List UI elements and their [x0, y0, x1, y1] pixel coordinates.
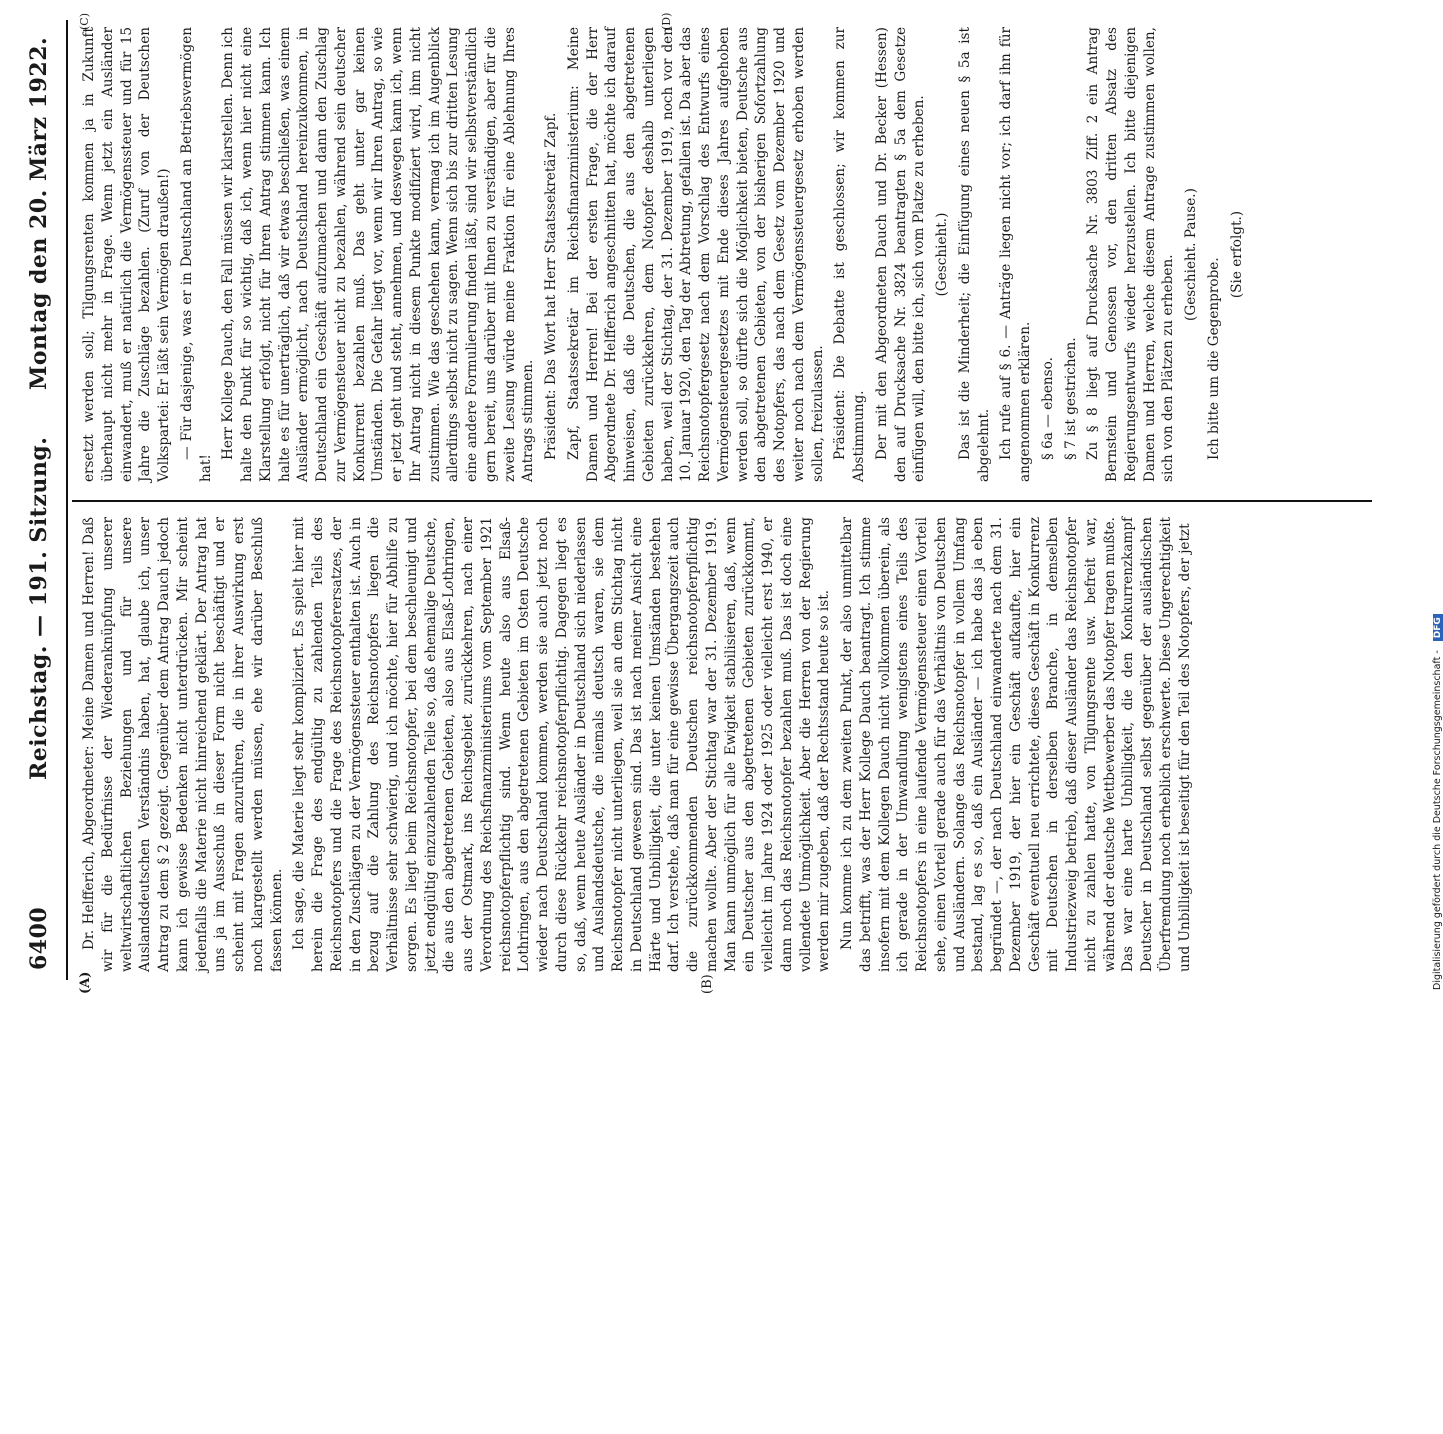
paragraph: Dr. Helfferich, Abgeordneter: Meine Damen und Herren! Daß wir für die Bedürfnisse der Wiederanknüpfung unserer weltwirtschaftlichen Beziehungen und für unsere Auslandsdeutschen Verständnis haben, hat, glaube ich, unser Antrag zu dem § 2 gezeigt. Gegenüber dem Antrag Dauch jedoch kann ich gewisse Bedenken nicht unterdrücken. Mir scheint jedenfalls die Materie nicht hinreichend geklärt. Der Antrag hat uns ja im Ausschuß in dieser Form nicht beschäftigt und er scheint mit Fragen anzurühren, die in ihrer Auswirkung erst noch klargestellt werden müssen, ehe wir darüber Beschluß fassen können.	[81, 517, 285, 972]
stage-direction: (Geschieht. Pause.)	[1183, 188, 1199, 321]
paragraph: Nun komme ich zu dem zweiten Punkt, der also unmittelbar das betrifft, was der Herr Kollege Dauch beantragt. Ich stimme insofern mit dem Kollegen Dauch nicht vollkommen überein, als ich gerade in der Umwandlung wenigstens eines Teils des Reichsnotopfers in eine laufende Vermögenssteuer einen Vorteil sehe, einen Vorteil gerade auch für das Verhältnis von Deutschen und Ausländern. Solange das Reichsnotopfer in vollem Umfang bestand, lag es so, daß ein Ausländer — ich habe das ja eben begründet —, der nach Deutschland einwanderte nach dem 31. Dezember 1919, der hier ein Geschäft aufkaufte, hier ein Geschäft eventuell neu errichtete, dieses Geschäft in Konkurrenz mit Deutschen in derselben Branche, in demselben Industriezweig betrieb, daß dieser Ausländer das Reichsnotopfer nicht zu zahlen hatte, von Tilgungsrente usw. befreit war, während der deutsche Wettbewerber das Notopfer tragen mußte. Das war eine harte Unbilligkeit, die den Konkurrenzkampf Deutscher in Deutschland selbst gegenüber der ausländischen Überfremdung noch erheblich erschwerte. Diese Ungerechtigkeit und Unbilligkeit ist beseitigt für den Teil des Notopfers, der jetzt	[839, 517, 1193, 972]
right-column	[80, 27, 1250, 482]
rotated-page-content	[20, 12, 1390, 994]
paragraph: § 6a — ebenso.	[1039, 357, 1056, 460]
column-divider	[72, 500, 1372, 502]
stage-direction: (Sie erfolgt.)	[1228, 210, 1245, 299]
paragraph: Zapf, Staatssekretär im Reichsfinanzministerium: Meine Damen und Herren! Bei der ersten Frage, die der Herr Abgeordnete Dr. Helfferich angeschnitten hat, möchte ich darauf hinweisen, daß die Deutschen, die aus den abgetretenen Gebieten zurückkehren, dem Notopfer deshalb unterliegen haben, weil der Stichtag, der 31. Dezember 1919, noch vor den 10. Januar 1920, den Tag der Abtretung, gefallen ist. Da aber das Reichsnotopfergesetz nach dem Vorschlag des Entwurfs eines Vermögensteuergesetzes mit Ende dieses Jahres aufgehoben werden soll, so dürfte sich die Möglichkeit bieten, Deutsche aus den abgetretenen Gebieten, von der bisherigen Sofortzahlung des Notopfers, das nach dem Gesetz vom Dezember 1920 und weiter noch nach dem Vermögenssteuergesetz erhoben werden sollen, freizulassen.	[565, 27, 826, 482]
margin-marker-d: (D)	[660, 12, 673, 30]
dfg-logo: DFG	[1433, 614, 1443, 641]
paragraph: Der mit den Abgeordneten Dauch und Dr. Becker (Hessen) den auf Drucksache Nr. 3824 beantragten § 5a dem Gesetze einfügen will, den bitte ich, sich vom Platze zu erheben.	[873, 27, 928, 482]
header-right-title: Montag den 20. März 1922.	[26, 36, 52, 390]
margin-marker-c: (C)	[78, 13, 91, 30]
left-column	[80, 517, 1198, 972]
paragraph: Zu § 8 liegt auf Drucksache Nr. 3803 Ziff. 2 ein Antrag Bernstein und Genossen vor, den dritten Absatz des Regierungsentwurfs wieder herzustellen. Ich bitte diejenigen Damen und Herren, welche diesem Antrage zustimmen wollen, sich von den Plätzen zu erheben.	[1085, 27, 1177, 482]
margin-marker-b: (B)	[700, 974, 715, 994]
paragraph: Das ist die Minderheit; die Einfügung eines neuen § 5a ist abgelehnt.	[956, 27, 992, 482]
dfg-credit	[1432, 10, 1443, 990]
page-number: 6400	[26, 906, 52, 970]
paragraph: Ich bitte um die Gegenprobe.	[1205, 257, 1222, 460]
paragraph: Ich sage, die Materie liegt sehr kompliziert. Es spielt hier mit herein die Frage des endgültig zu zahlenden Teils des Reichsnotopfers und die Frage des Reichsnotopferersatzes, der in den Zuschlägen zu der Vermögenssteuer enthalten ist. Auch in bezug auf die Zahlung des Reichsnotopfers liegen die Verhältnisse sehr schwierig, und ich möchte, hier für Abhilfe zu sorgen. Es liegt beim Reichsnotopfer, bei dem beschleunigt und jetzt endgültig einzuzahlenden Teile so, daß ehemalige Deutsche, die aus den abgetretenen Gebieten, also aus Elsaß-Lothringen, aus der Ostmark, ins Reichsgebiet zurückkehren, nach einer Verordnung des Reichsfinanzministeriums vom September 1921 reichsnotopferpflichtig sind. Wenn heute also aus Elsaß-Lothringen, aus den abgetretenen Gebieten im Osten Deutsche wieder nach Deutschland kommen, werden sie auch jetzt noch durch diese Rückkehr reichsnotopferpflichtig. Dagegen liegt es so, daß, wenn heute Ausländer in Deutschland sich niederlassen und Auslandsdeutsche, die niemals deutsch waren, sie dem Reichsnotopfer nicht unterliegen, weil sie an dem Stichtag nicht in Deutschland gewesen sind. Das ist nach meiner Ansicht eine Härte und Unbilligkeit, die unter keinen Umständen bestehen darf. Ich verstehe, daß man für eine gewisse Übergangszeit auch die zurückkommenden Deutschen reichsnotopferpflichtig machen wollte. Aber der Stichtag war der 31. Dezember 1919. Man kann unmöglich für alle Ewigkeit stabilisieren, daß, wenn ein Deutscher aus den abgetretenen Gebieten zurückkommt, vielleicht im Jahre 1924 oder 1925 oder vielleicht erst 1940, er dann noch das Reichsnotopfer bezahlen muß. Das ist doch eine vollendete Unmöglichkeit. Aber die Herren von der Regierung werden mir zugeben, daß der Rechtsstand heute so ist.	[291, 517, 833, 972]
stage-direction: (Geschieht.)	[934, 212, 950, 297]
paragraph: Herr Kollege Dauch, den Fall müssen wir klarstellen. Denn ich halte den Punkt für so wichtig, daß ich, wenn hier nicht eine Klarstellung erfolgt, nicht für Ihren Antrag stimmen kann. Ich halte es für unerträglich, daß wir etwas beschließen, was einem Ausländer ermöglicht, nach Deutschland hereinzukommen, in Deutschland ein Geschäft aufzumachen und dann den Zuschlag zur Vermögensteuer nicht zu bezahlen, während sein deutscher Konkurrent bezahlen muß. Das geht unter gar keinen Umständen. Die Gefahr liegt vor, wenn wir Ihren Antrag, so wie er jetzt geht und steht, annehmen, und deswegen kann ich, wenn Ihr Antrag nicht in diesem Punkte modifiziert wird, ihm nicht zustimmen. Wie das geschehen kann, vermag ich im Augenblick allerdings selbst nicht zu sagen. Wenn sich bis zur dritten Lesung eine andere Formulierung finden läßt, sind wir selbstverständlich gern bereit, uns darüber mit Ihnen zu verständigen, aber für die zweite Lesung würde meine Fraktion für eine Ablehnung Ihres Antrags stimmen.	[220, 27, 537, 482]
paragraph: ersetzt werden soll; Tilgungsrenten kommen ja in Zukunft überhaupt nicht mehr in Frage. Wenn jetzt ein Ausländer einwandert, muß er natürlich die Vermögenssteuer und für 15 Jahre die Zuschläge bezahlen. (Zuruf von der Deutschen Volkspartei: Er läßt sein Vermögen draußen!)	[81, 27, 172, 482]
paragraph: — Für dasjenige, was er in Deutschland an Betriebsvermögen hat!	[178, 27, 214, 482]
dfg-credit-strip	[1418, 0, 1443, 1000]
header-rule	[66, 20, 68, 980]
paragraph: Präsident: Das Wort hat Herr Staatssekretär Zapf.	[543, 112, 559, 460]
margin-marker-a: (A)	[78, 971, 93, 994]
page-header	[20, 20, 64, 980]
header-left-title: Reichstag. — 191. Sitzung.	[26, 436, 52, 780]
dfg-credit-text: Digitalisierung gefördert durch die Deutsche Forschungsgemeinschaft -	[1432, 650, 1443, 990]
paragraph: Präsident: Die Debatte ist geschlossen; wir kommen zur Abstimmung.	[832, 27, 867, 482]
paragraph: Ich rufe auf § 6. — Anträge liegen nicht vor; ich darf ihn für angenommen erklären.	[998, 27, 1033, 482]
paragraph: § 7 ist gestrichen.	[1062, 337, 1079, 460]
